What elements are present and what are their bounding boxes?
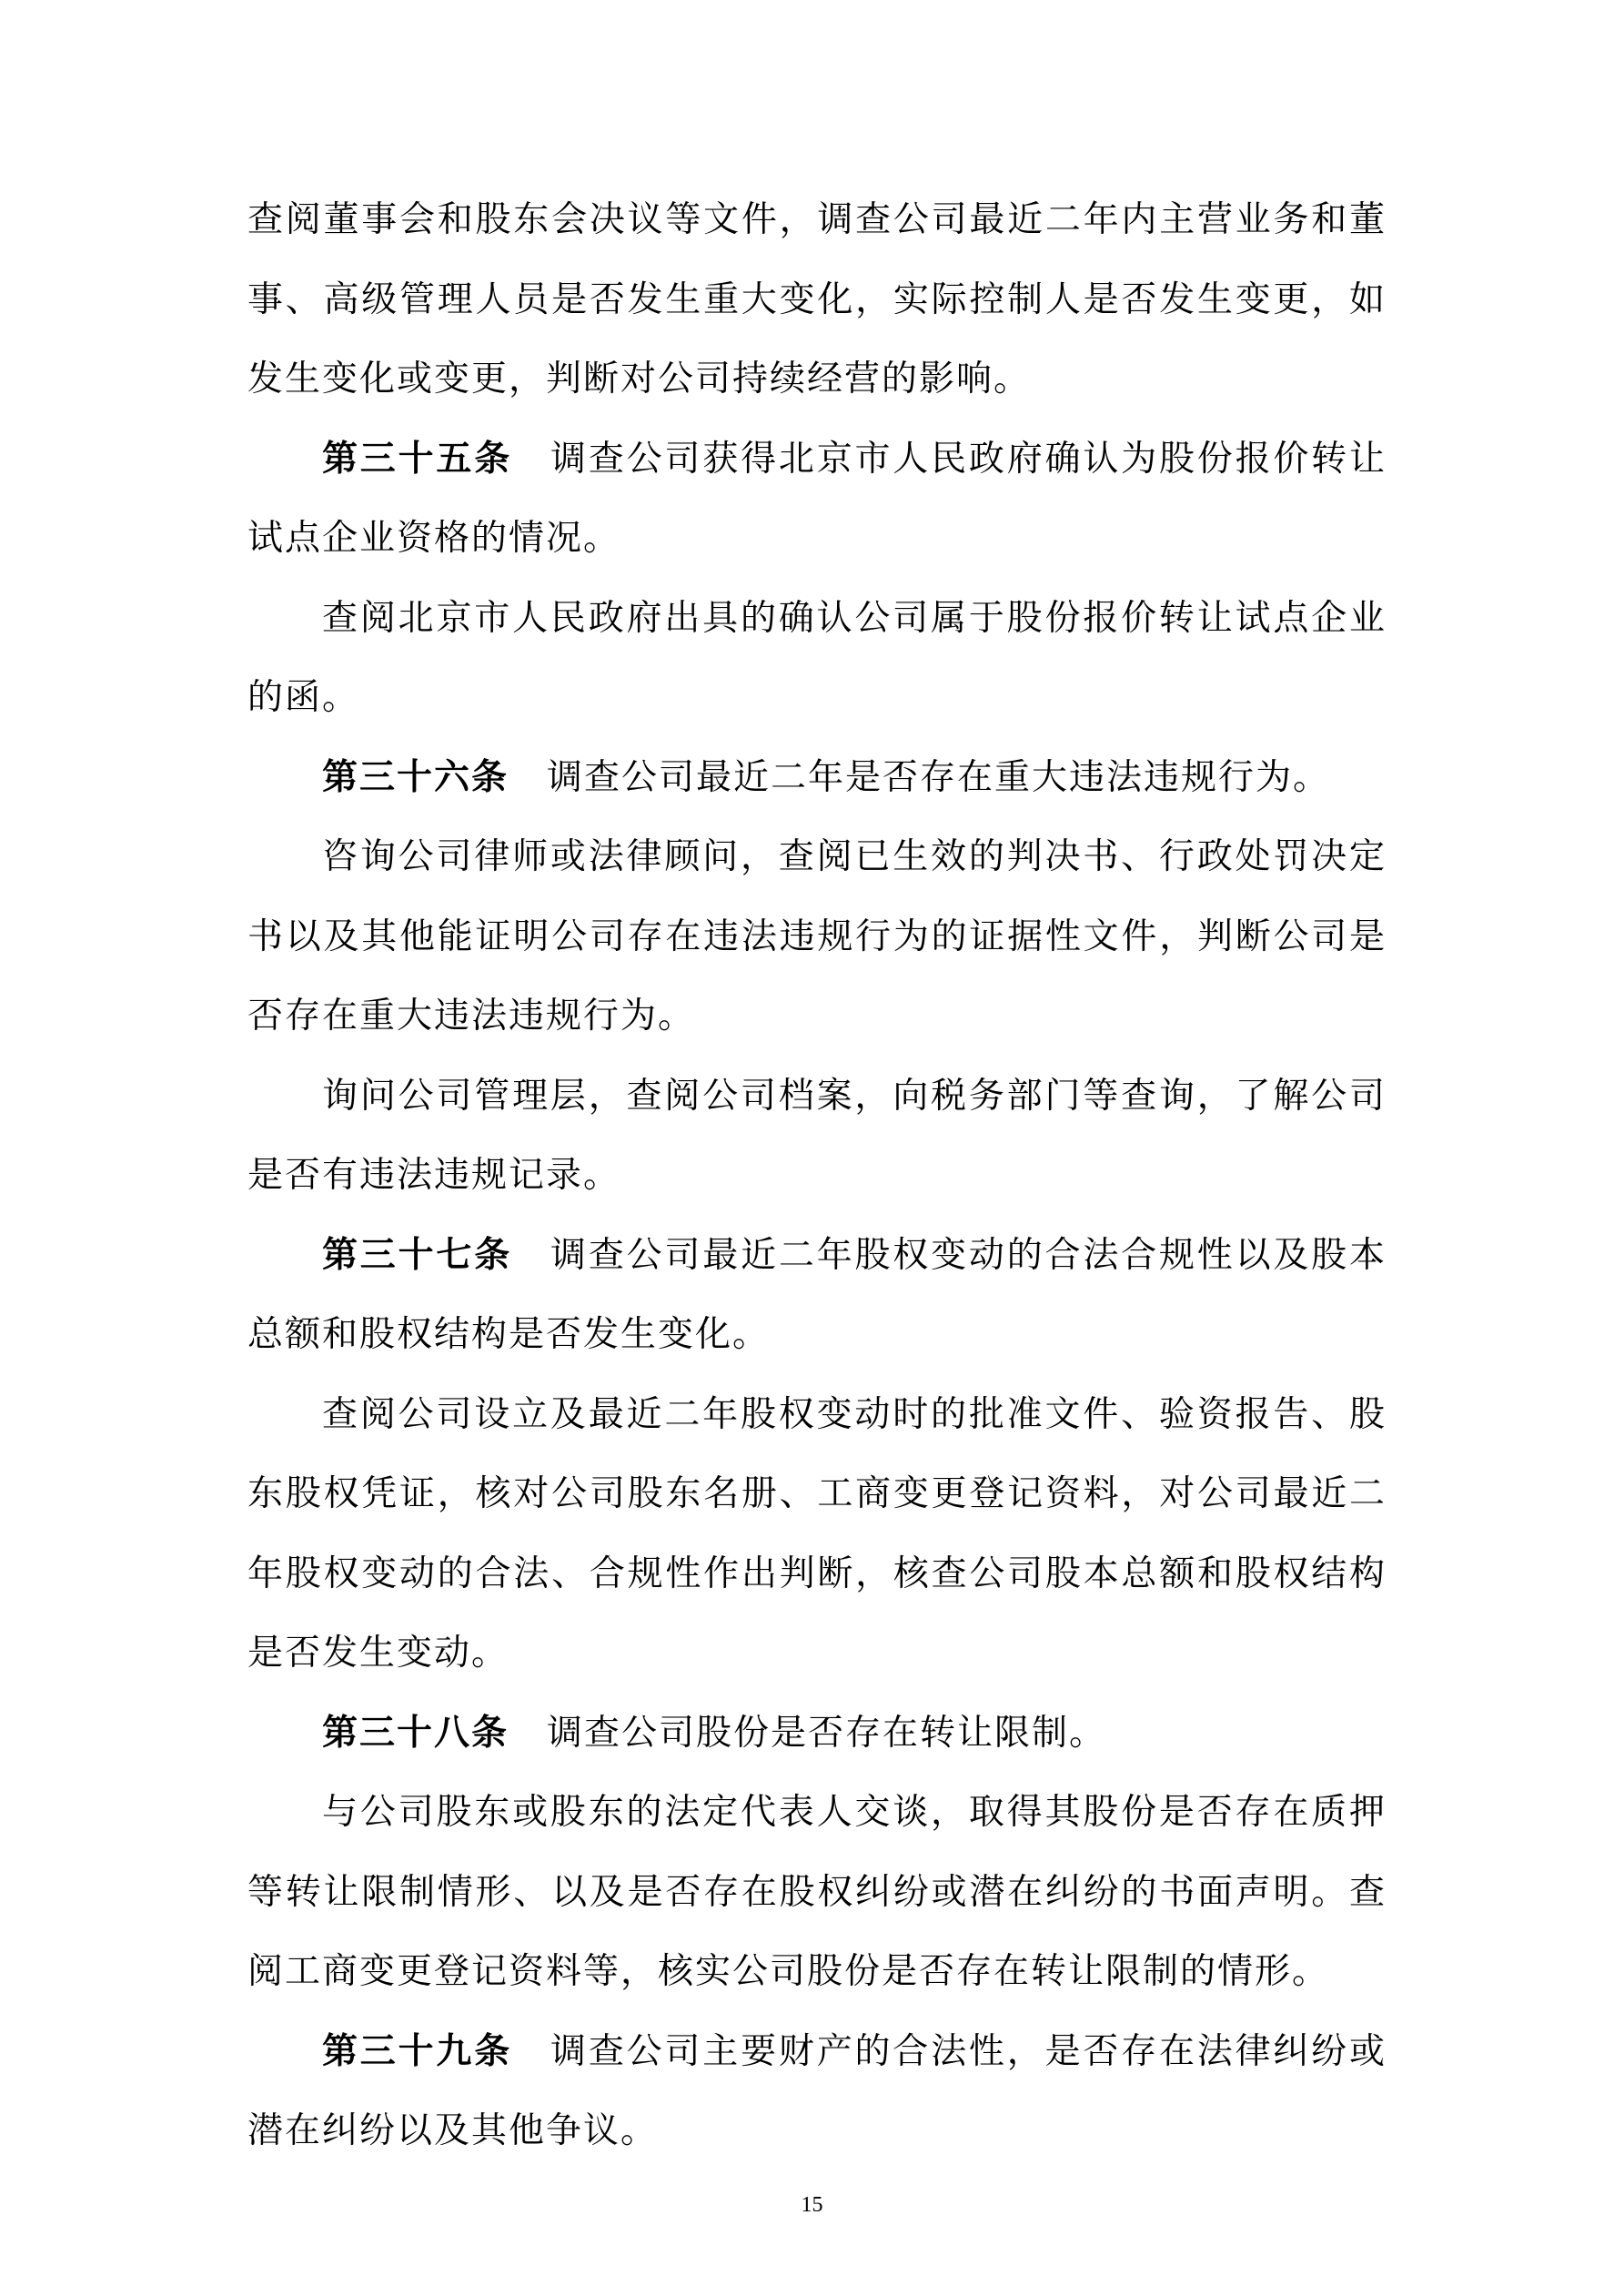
article-39-text: 调查公司主要财产的合法性，是否存在法律纠纷或潜在纠纷以及其他争议。 — [247, 2030, 1387, 2151]
paragraph-35-1: 查阅北京市人民政府出具的确认公司属于股份报价转让试点企业的函。 — [247, 597, 1387, 718]
article-35-title: 第三十五条 — [322, 437, 513, 480]
article-38 — [247, 1694, 1387, 1774]
article-39 — [247, 2012, 1387, 2171]
article-36-title: 第三十六条 — [322, 755, 509, 798]
paragraph-board-resolutions: 查阅董事会和股东会决议等文件，调查公司最近二年内主营业务和董事、高级管理人员是否发生重大变化，实际控制人是否发生变更，如发生变化或变更，判断对公司持续经营的影响。 — [247, 199, 1387, 400]
article-38-text: 调查公司股份是否存在转让限制。 — [547, 1712, 1107, 1754]
article-39-title: 第三十九条 — [322, 2029, 513, 2072]
paragraph-37-1: 查阅公司设立及最近二年股权变动时的批准文件、验资报告、股东股权凭证，核对公司股东名册、工商变更登记资料，对公司最近二年股权变动的合法、合规性作出判断，核查公司股本总额和股权结构是否发生变动。 — [247, 1393, 1387, 1674]
article-37 — [247, 1216, 1387, 1375]
article-37-title: 第三十七条 — [322, 1233, 513, 1276]
paragraph-36-1: 咨询公司律师或法律顾问，查阅已生效的判决书、行政处罚决定书以及其他能证明公司存在违法违规行为的证据性文件，判断公司是否存在重大违法违规行为。 — [247, 836, 1387, 1037]
article-37-text: 调查公司最近二年股权变动的合法合规性以及股本总额和股权结构是否发生变化。 — [247, 1234, 1387, 1355]
article-35-text: 调查公司获得北京市人民政府确认为股份报价转让试点企业资格的情况。 — [247, 438, 1387, 559]
article-35 — [247, 420, 1387, 579]
page-number: 15 — [801, 2193, 823, 2217]
paragraph-38-1: 与公司股东或股东的法定代表人交谈，取得其股份是否存在质押等转让限制情形、以及是否存在股权纠纷或潜在纠纷的书面声明。查阅工商变更登记资料等，核实公司股份是否存在转让限制的情形。 — [247, 1792, 1387, 1992]
article-36-text: 调查公司最近二年是否存在重大违法违规行为。 — [547, 756, 1331, 798]
document-body — [247, 180, 1387, 2171]
article-38-title: 第三十八条 — [322, 1711, 509, 1754]
paragraph-36-2: 询问公司管理层，查阅公司档案，向税务部门等查询，了解公司是否有违法违规记录。 — [247, 1075, 1387, 1196]
article-36 — [247, 738, 1387, 818]
